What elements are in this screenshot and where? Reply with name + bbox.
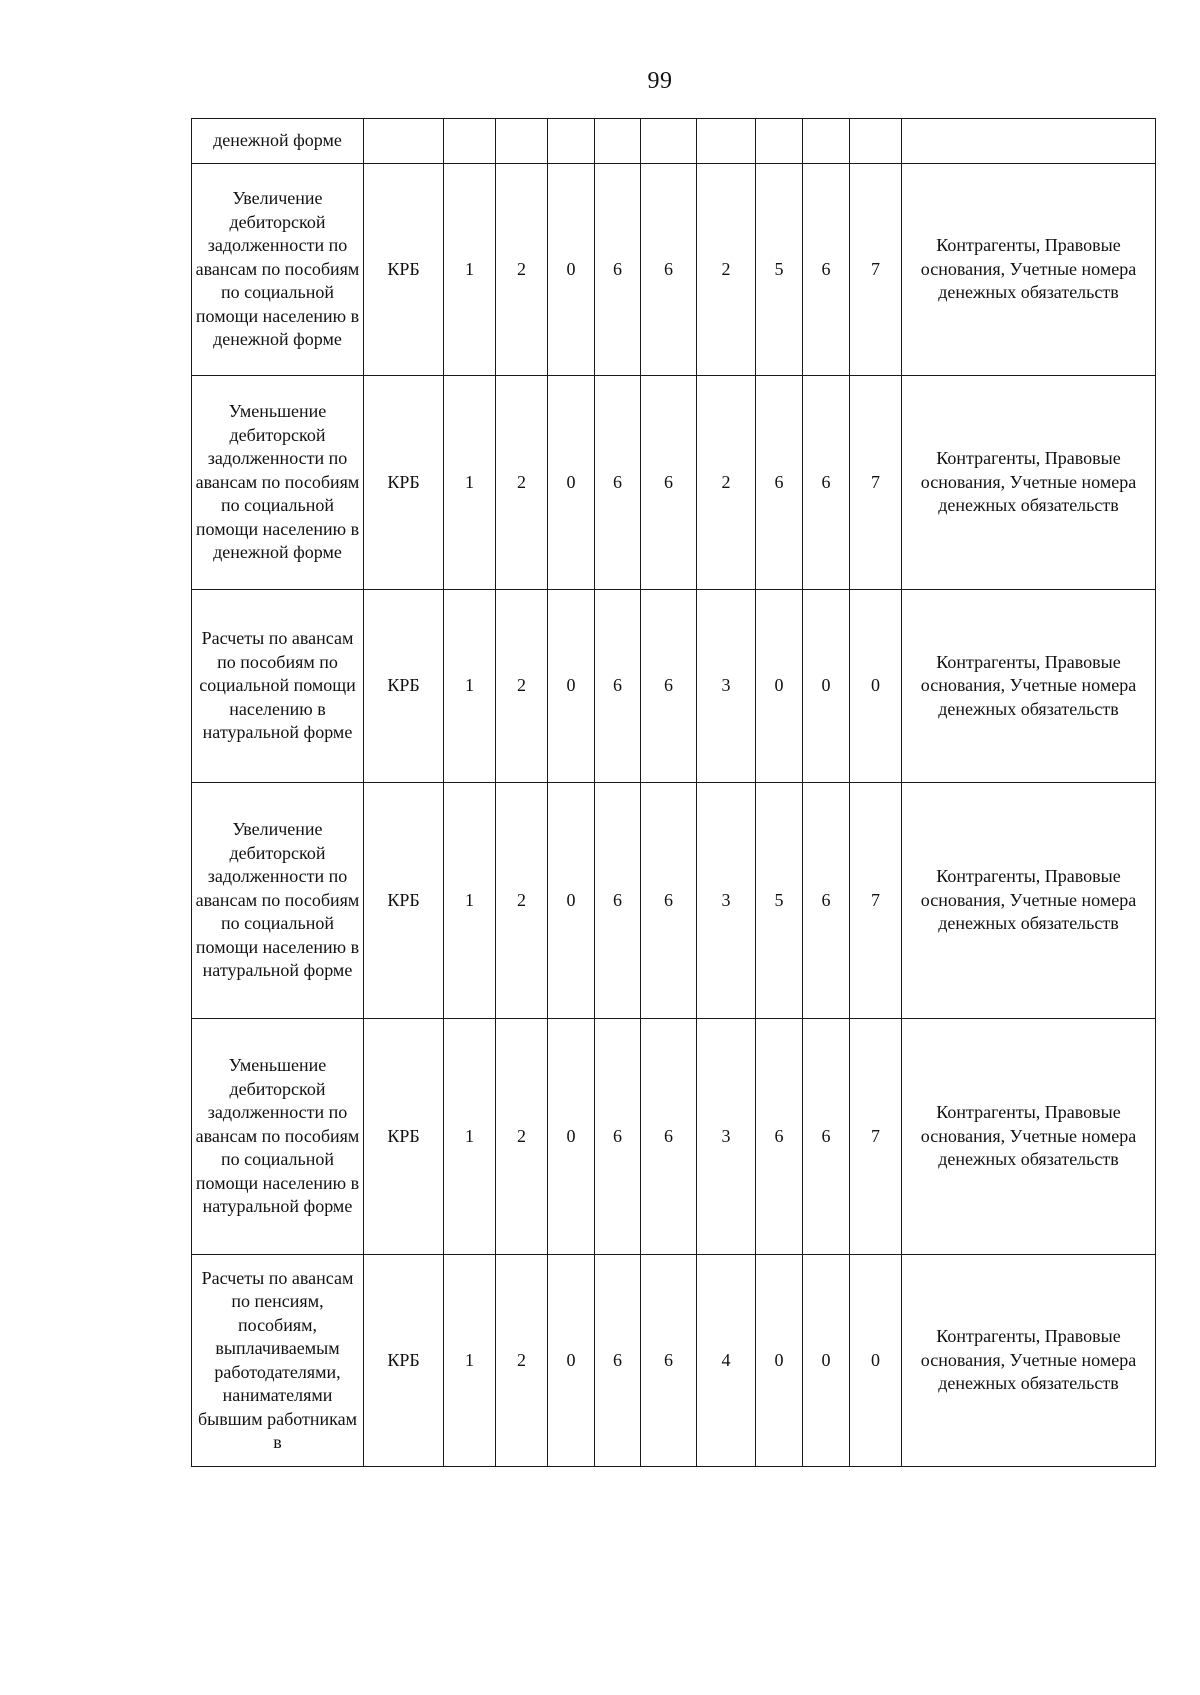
account-digit: 6 xyxy=(641,1019,697,1255)
account-digit: 0 xyxy=(850,1255,902,1467)
account-digit: 6 xyxy=(803,376,850,590)
account-digit: 6 xyxy=(756,376,803,590)
account-digit: 7 xyxy=(850,783,902,1019)
empty-cell xyxy=(444,119,496,164)
account-name: Уменьшение дебиторской задолженности по авансам по пособиям по социальной помощи населению в денежной форме xyxy=(192,376,364,590)
account-digit: 2 xyxy=(496,783,548,1019)
analytics-note: Контрагенты, Правовые основания, Учетные номера денежных обязательств xyxy=(902,164,1156,376)
empty-cell xyxy=(756,119,803,164)
account-digit: 6 xyxy=(803,164,850,376)
account-digit: 2 xyxy=(496,1019,548,1255)
account-digit: 6 xyxy=(641,376,697,590)
account-digit: 5 xyxy=(756,783,803,1019)
account-digit: 1 xyxy=(444,1019,496,1255)
budget-code: КРБ xyxy=(364,164,444,376)
empty-cell xyxy=(803,119,850,164)
analytics-note: Контрагенты, Правовые основания, Учетные номера денежных обязательств xyxy=(902,376,1156,590)
continuation-text: денежной форме xyxy=(192,119,364,164)
analytics-note: Контрагенты, Правовые основания, Учетные номера денежных обязательств xyxy=(902,783,1156,1019)
budget-code: КРБ xyxy=(364,1255,444,1467)
table-row xyxy=(192,164,1156,376)
account-digit: 2 xyxy=(496,590,548,783)
continuation-row xyxy=(192,119,1156,164)
account-digit: 6 xyxy=(803,783,850,1019)
account-digit: 1 xyxy=(444,590,496,783)
empty-cell xyxy=(595,119,641,164)
account-digit: 6 xyxy=(595,376,641,590)
account-digit: 2 xyxy=(496,376,548,590)
account-name: Увеличение дебиторской задолженности по авансам по пособиям по социальной помощи населению в денежной форме xyxy=(192,164,364,376)
account-digit: 6 xyxy=(641,590,697,783)
account-digit: 3 xyxy=(697,590,756,783)
table-row xyxy=(192,590,1156,783)
empty-cell xyxy=(902,119,1156,164)
account-digit: 0 xyxy=(548,590,595,783)
empty-cell xyxy=(548,119,595,164)
account-digit: 7 xyxy=(850,1019,902,1255)
table-row xyxy=(192,376,1156,590)
account-digit: 0 xyxy=(548,376,595,590)
account-digit: 6 xyxy=(595,164,641,376)
account-digit: 6 xyxy=(641,164,697,376)
account-digit: 6 xyxy=(595,1019,641,1255)
account-digit: 3 xyxy=(697,1019,756,1255)
analytics-note: Контрагенты, Правовые основания, Учетные номера денежных обязательств xyxy=(902,1255,1156,1467)
account-digit: 0 xyxy=(548,1019,595,1255)
accounts-table xyxy=(191,118,1156,1467)
empty-cell xyxy=(364,119,444,164)
account-digit: 6 xyxy=(641,1255,697,1467)
account-name: Расчеты по авансам по пенсиям, пособиям, выплачиваемым работодателями, нанимателями бывшим работникам в xyxy=(192,1255,364,1467)
account-digit: 1 xyxy=(444,1255,496,1467)
accounts-table-body xyxy=(192,119,1156,1467)
account-digit: 2 xyxy=(697,164,756,376)
account-digit: 7 xyxy=(850,376,902,590)
budget-code: КРБ xyxy=(364,590,444,783)
table-row xyxy=(192,783,1156,1019)
account-digit: 1 xyxy=(444,164,496,376)
account-digit: 6 xyxy=(595,1255,641,1467)
empty-cell xyxy=(496,119,548,164)
empty-cell xyxy=(850,119,902,164)
table-row xyxy=(192,1255,1156,1467)
account-digit: 0 xyxy=(548,164,595,376)
account-name: Уменьшение дебиторской задолженности по авансам по пособиям по социальной помощи населению в натуральной форме xyxy=(192,1019,364,1255)
account-digit: 7 xyxy=(850,164,902,376)
account-digit: 0 xyxy=(548,783,595,1019)
budget-code: КРБ xyxy=(364,783,444,1019)
account-digit: 0 xyxy=(803,590,850,783)
budget-code: КРБ xyxy=(364,376,444,590)
page-number: 99 xyxy=(647,68,673,94)
account-digit: 6 xyxy=(803,1019,850,1255)
account-digit: 0 xyxy=(548,1255,595,1467)
account-digit: 0 xyxy=(756,1255,803,1467)
account-name: Увеличение дебиторской задолженности по авансам по пособиям по социальной помощи населению в натуральной форме xyxy=(192,783,364,1019)
analytics-note: Контрагенты, Правовые основания, Учетные номера денежных обязательств xyxy=(902,590,1156,783)
empty-cell xyxy=(697,119,756,164)
account-digit: 2 xyxy=(697,376,756,590)
account-digit: 1 xyxy=(444,376,496,590)
account-digit: 6 xyxy=(641,783,697,1019)
account-digit: 4 xyxy=(697,1255,756,1467)
account-digit: 3 xyxy=(697,783,756,1019)
account-digit: 6 xyxy=(595,590,641,783)
account-digit: 0 xyxy=(756,590,803,783)
account-name: Расчеты по авансам по пособиям по социальной помощи населению в натуральной форме xyxy=(192,590,364,783)
analytics-note: Контрагенты, Правовые основания, Учетные номера денежных обязательств xyxy=(902,1019,1156,1255)
account-digit: 6 xyxy=(595,783,641,1019)
account-digit: 0 xyxy=(850,590,902,783)
account-digit: 0 xyxy=(803,1255,850,1467)
table-row xyxy=(192,1019,1156,1255)
account-digit: 1 xyxy=(444,783,496,1019)
budget-code: КРБ xyxy=(364,1019,444,1255)
account-digit: 2 xyxy=(496,164,548,376)
account-digit: 6 xyxy=(756,1019,803,1255)
account-digit: 5 xyxy=(756,164,803,376)
empty-cell xyxy=(641,119,697,164)
account-digit: 2 xyxy=(496,1255,548,1467)
